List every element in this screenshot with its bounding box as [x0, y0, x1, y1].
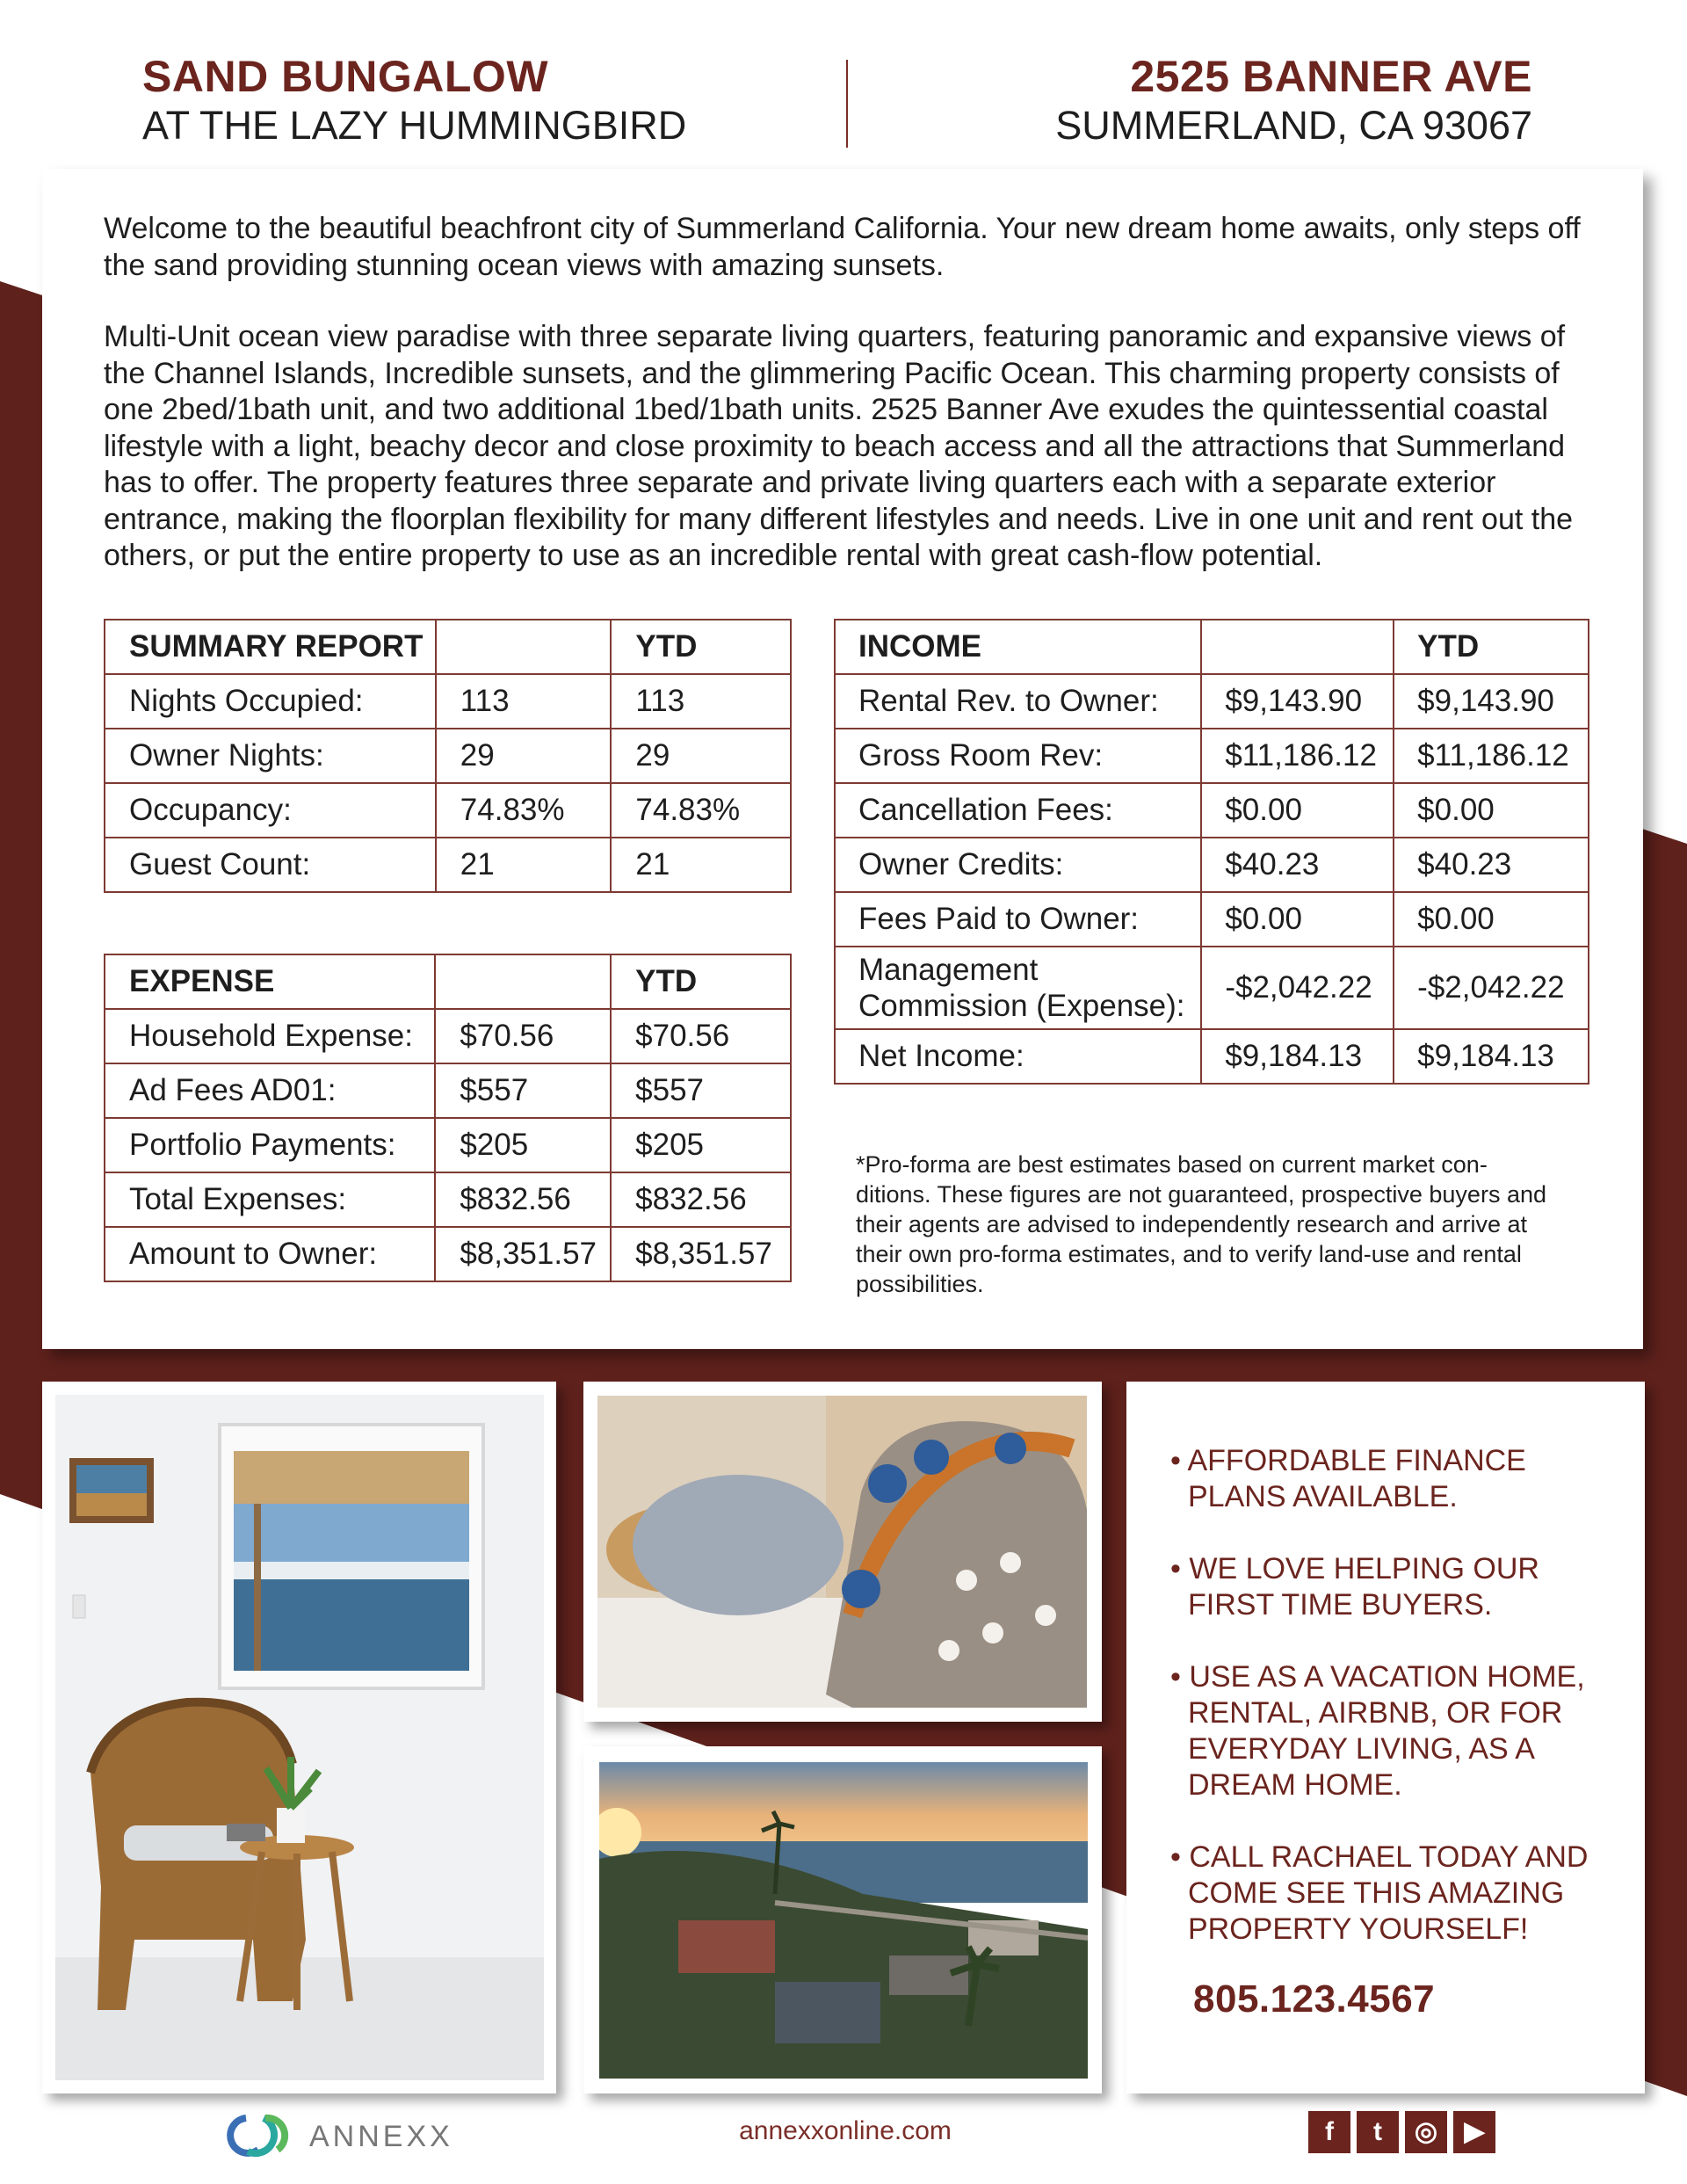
twitter-icon[interactable]: t — [1357, 2111, 1399, 2153]
table-header-cell: EXPENSE — [105, 954, 435, 1009]
features-list — [1170, 1443, 1627, 1984]
facebook-icon[interactable]: f — [1308, 2111, 1350, 2153]
table-row — [105, 1227, 791, 1281]
intro-paragraph-1: Welcome to the beautiful beachfront city of Summerland California. Your new dream home awaits, only steps off the sand providing stunning ocean views with amazing sunsets. — [104, 212, 1581, 282]
row-value: $9,184.13 — [1201, 1029, 1394, 1084]
row-value: 29 — [436, 729, 612, 783]
instagram-icon[interactable]: ◎ — [1405, 2111, 1447, 2153]
main-card — [42, 169, 1643, 1349]
table-row — [835, 1029, 1589, 1084]
sunset-photo — [599, 1762, 1088, 2079]
logo-text: ANNEXX — [309, 2120, 453, 2153]
table-header-cell — [435, 954, 611, 1009]
row-label: Ad Fees AD01: — [105, 1063, 435, 1118]
row-ytd: $0.00 — [1394, 892, 1589, 947]
row-label: Rental Rev. to Owner: — [835, 674, 1201, 729]
feature-item: • AFFORDABLE FINANCE PLANS AVAILABLE. — [1170, 1444, 1526, 1513]
row-label: Fees Paid to Owner: — [835, 892, 1201, 947]
summary-report-table — [104, 619, 792, 893]
table-header-cell: SUMMARY REPORT — [105, 620, 436, 674]
table-header-cell: INCOME — [835, 620, 1201, 674]
row-ytd: 29 — [611, 729, 791, 783]
table-row — [835, 729, 1589, 783]
row-value: 113 — [436, 674, 612, 729]
row-value: $0.00 — [1201, 783, 1394, 838]
features-card — [1126, 1382, 1645, 2093]
annexx-logo[interactable] — [221, 2109, 453, 2159]
property-address: 2525 BANNER AVE — [1130, 52, 1532, 101]
row-ytd: 74.83% — [611, 783, 791, 838]
table-header-cell: YTD — [1394, 620, 1589, 674]
row-value: $70.56 — [435, 1009, 611, 1063]
row-value: $8,351.57 — [435, 1227, 611, 1281]
income-table — [834, 619, 1589, 1085]
row-ytd: $557 — [611, 1063, 791, 1118]
property-name: SAND BUNGALOW — [142, 52, 549, 101]
table-header-row — [105, 620, 791, 674]
table-row — [835, 838, 1589, 892]
row-label: Occupancy: — [105, 783, 436, 838]
row-ytd: -$2,042.22 — [1394, 947, 1589, 1029]
row-label: Owner Nights: — [105, 729, 436, 783]
intro-paragraph-2: Multi-Unit ocean view paradise with three separate living quarters, featuring panoramic and expansive views of the Channel Islands, Incredible sunsets, and the glimmering Pacific Ocean. This charming property consists of one 2bed/1bath unit, and two additional 1bed/1bath units. 2525 Banner Ave exudes the quintessential coastal lifestyle with a light, beachy decor and close proximity to beach access and all the attractions that Summerland has to offer. The property features three separate and private living quarters each with a separate exterior entrance, making the floorplan flexibility for many different lifestyles and needs. Live in one unit and rent out the others, or put the entire property to use as an incredible rental with great cash-flow potential. — [104, 320, 1574, 572]
photo-card-sunset — [583, 1746, 1102, 2093]
row-label: Guest Count: — [105, 838, 436, 892]
row-ytd: $9,143.90 — [1394, 674, 1589, 729]
row-ytd: $832.56 — [611, 1172, 791, 1227]
table-row — [105, 1009, 791, 1063]
row-value: $557 — [435, 1063, 611, 1118]
table-header-row — [105, 954, 791, 1009]
row-label: Portfolio Payments: — [105, 1118, 435, 1172]
row-value: 74.83% — [436, 783, 612, 838]
table-row — [105, 729, 791, 783]
logo-rings-icon — [221, 2109, 300, 2159]
row-ytd: 21 — [611, 838, 791, 892]
phone-number[interactable]: 805.123.4567 — [1193, 1977, 1436, 2021]
property-city: SUMMERLAND, CA 93067 — [1055, 103, 1532, 148]
row-label: Cancellation Fees: — [835, 783, 1201, 838]
website-link[interactable]: annexxonline.com — [739, 2116, 952, 2145]
row-value: -$2,042.22 — [1201, 947, 1394, 1029]
row-value: 21 — [436, 838, 612, 892]
row-label: Gross Room Rev: — [835, 729, 1201, 783]
mgmt-label-line1: Management — [858, 953, 1039, 987]
row-value: $832.56 — [435, 1172, 611, 1227]
photo-card-pillow — [583, 1382, 1102, 1722]
photo-card-chair — [42, 1382, 556, 2093]
row-label: Amount to Owner: — [105, 1227, 435, 1281]
row-ytd: $205 — [611, 1118, 791, 1172]
row-label: Household Expense: — [105, 1009, 435, 1063]
header-right — [1055, 51, 1532, 149]
chair-photo — [55, 1395, 544, 2080]
row-ytd: $40.23 — [1394, 838, 1589, 892]
feature-item: • WE LOVE HELPING OUR FIRST TIME BUYERS. — [1170, 1552, 1539, 1622]
row-label: Total Expenses: — [105, 1172, 435, 1227]
expense-table — [104, 954, 792, 1282]
property-subtitle: AT THE LAZY HUMMINGBIRD — [142, 103, 687, 148]
row-label — [835, 947, 1201, 1029]
header-left — [142, 51, 686, 149]
table-header-cell — [436, 620, 612, 674]
row-label: Net Income: — [835, 1029, 1201, 1084]
table-header-cell — [1201, 620, 1394, 674]
table-row — [835, 892, 1589, 947]
social-icons — [1302, 2111, 1495, 2153]
row-label: Nights Occupied: — [105, 674, 436, 729]
row-ytd: $0.00 — [1394, 783, 1589, 838]
feature-item: • CALL RACHAEL TODAY AND COME SEE THIS AMAZING PROPERTY YOURSELF! — [1170, 1840, 1589, 1946]
table-row — [105, 783, 791, 838]
table-header-cell: YTD — [611, 620, 791, 674]
row-value: $9,143.90 — [1201, 674, 1394, 729]
table-row — [105, 1063, 791, 1118]
row-value: $11,186.12 — [1201, 729, 1394, 783]
mgmt-label-line2: Commission (Expense): — [858, 989, 1185, 1023]
row-ytd: $9,184.13 — [1394, 1029, 1589, 1084]
table-header-cell: YTD — [611, 954, 791, 1009]
proforma-disclaimer: *Pro-forma are best estimates based on current market con- ditions. These figures are not guaranteed, prospective buyers and their agents are advised to independently research and arrive at their own pro-forma estimates, and to verify land-use and rental possibilities. — [856, 1151, 1546, 1297]
feature-item: • USE AS A VACATION HOME, RENTAL, AIRBNB, OR FOR EVERYDAY LIVING, AS A DREAM HOME. — [1170, 1660, 1585, 1802]
pillow-photo — [597, 1396, 1087, 1708]
row-ytd: $70.56 — [611, 1009, 791, 1063]
table-row — [105, 674, 791, 729]
table-row — [105, 1118, 791, 1172]
table-row — [835, 783, 1589, 838]
row-ytd: $11,186.12 — [1394, 729, 1589, 783]
row-ytd: 113 — [611, 674, 791, 729]
table-row — [105, 838, 791, 892]
row-value: $205 — [435, 1118, 611, 1172]
table-row — [835, 947, 1589, 1029]
youtube-icon[interactable]: ▶ — [1453, 2111, 1495, 2153]
table-row — [835, 674, 1589, 729]
row-ytd: $8,351.57 — [611, 1227, 791, 1281]
row-label: Owner Credits: — [835, 838, 1201, 892]
row-value: $0.00 — [1201, 892, 1394, 947]
header-divider — [846, 60, 848, 148]
table-row — [105, 1172, 791, 1227]
row-value: $40.23 — [1201, 838, 1394, 892]
table-header-row — [835, 620, 1589, 674]
